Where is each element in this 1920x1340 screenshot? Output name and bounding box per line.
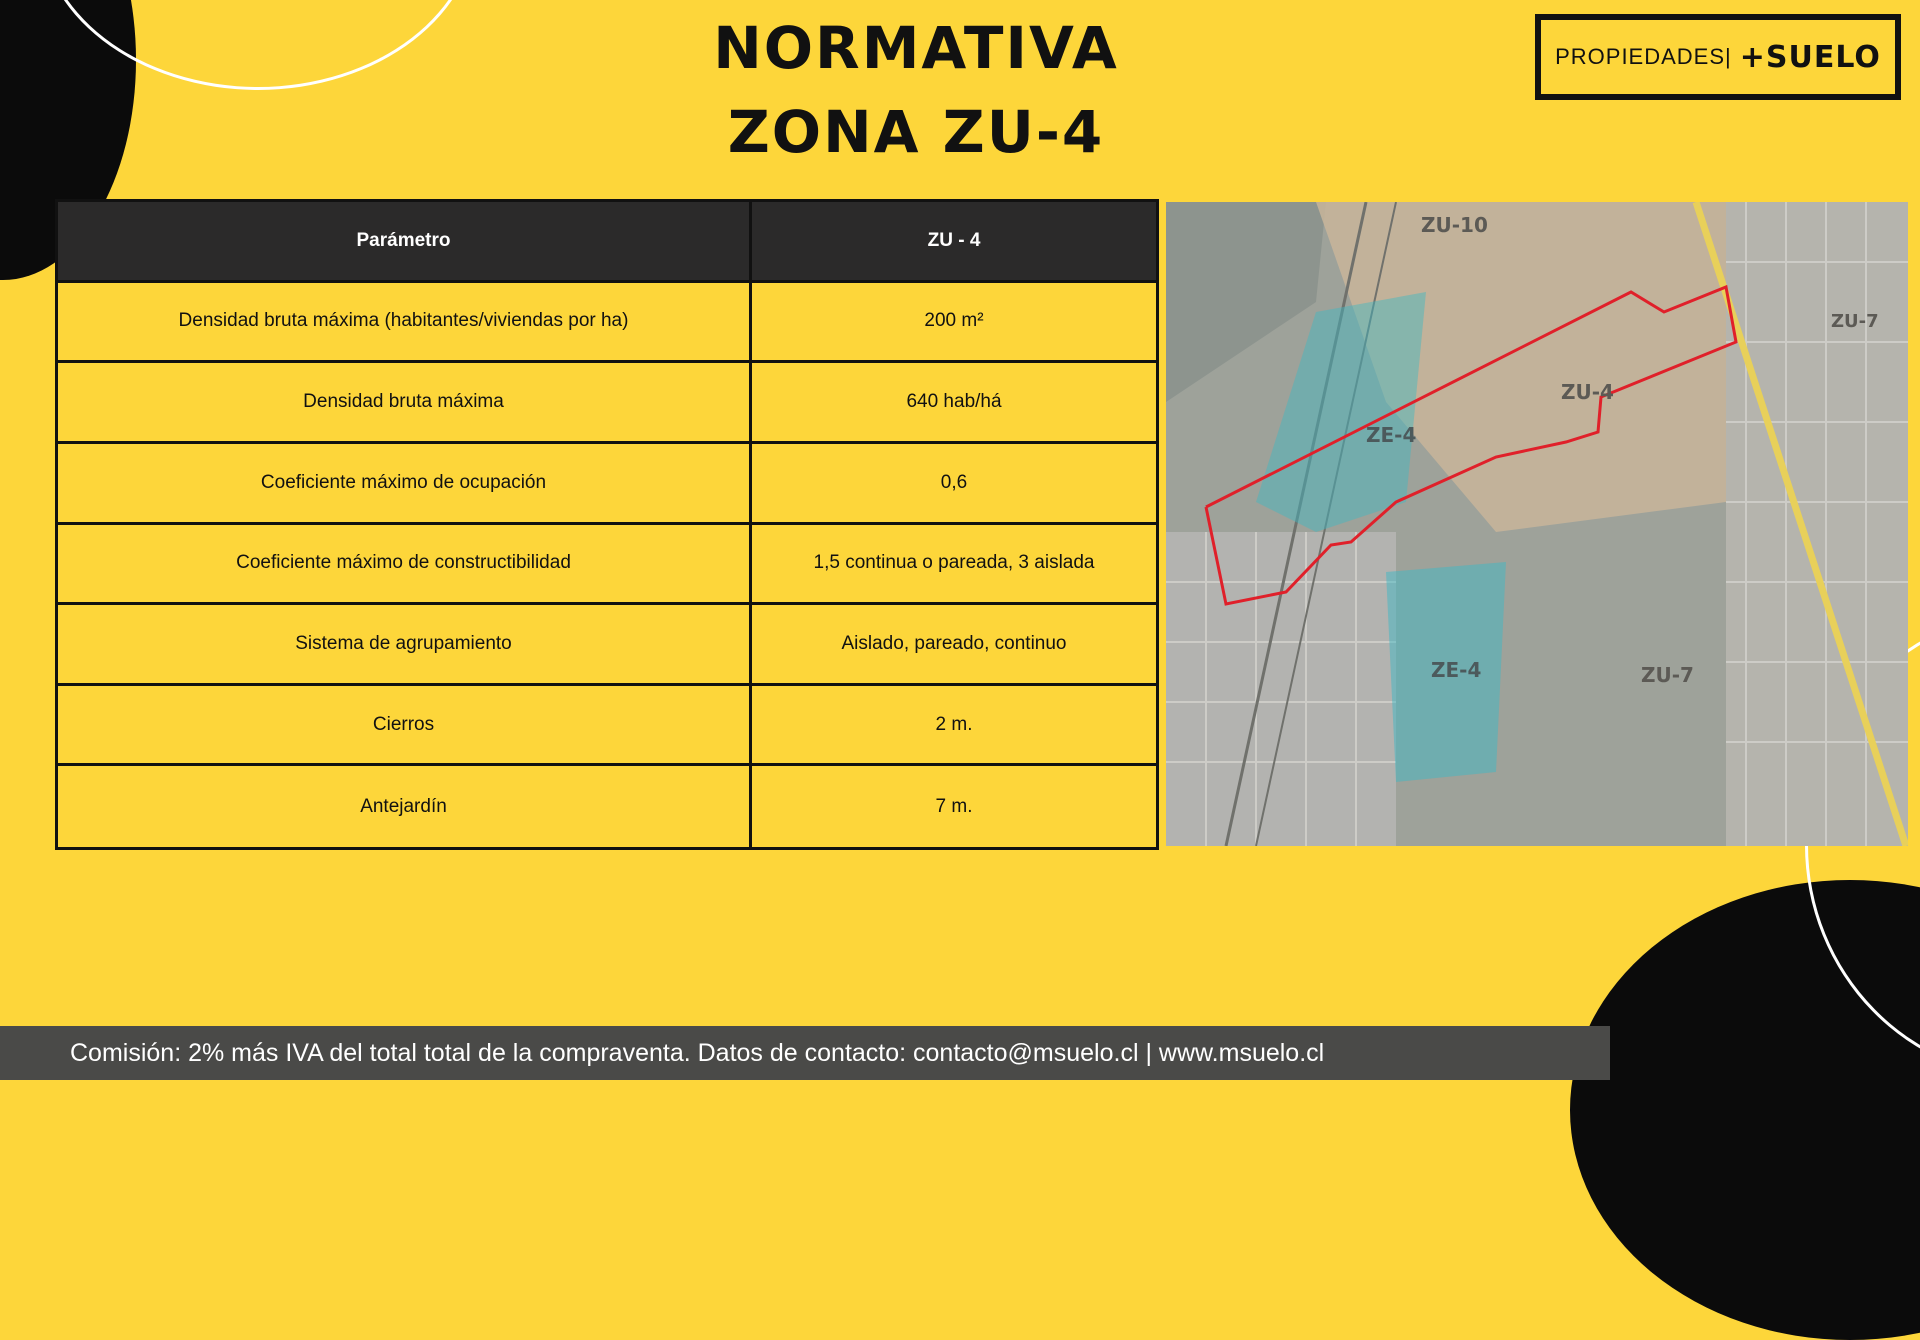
table-cell-parametro: Densidad bruta máxima (habitantes/viviendas por ha) bbox=[58, 283, 752, 364]
table-cell-parametro: Coeficiente máximo de ocupación bbox=[58, 444, 752, 525]
map-urban-area bbox=[1166, 532, 1396, 846]
logo-text-propiedades: PROPIEDADES| bbox=[1555, 44, 1732, 69]
footer-bar bbox=[0, 1026, 1610, 1080]
map-label: ZU-10 bbox=[1421, 213, 1488, 237]
table-cell-parametro: Antejardín bbox=[58, 766, 752, 847]
map-urban-area bbox=[1726, 202, 1908, 846]
table-cell-parametro: Sistema de agrupamiento bbox=[58, 605, 752, 686]
map-label: ZE-4 bbox=[1431, 658, 1482, 682]
table-cell-valor: 2 m. bbox=[752, 686, 1156, 767]
map-label: ZE-4 bbox=[1366, 423, 1417, 447]
page-title: NORMATIVA bbox=[713, 14, 1119, 82]
table-cell-valor: 1,5 continua o pareada, 3 aislada bbox=[752, 525, 1156, 606]
zoning-map bbox=[1166, 202, 1908, 846]
table-cell-valor: 0,6 bbox=[752, 444, 1156, 525]
zoning-map-graphic bbox=[1166, 202, 1908, 846]
map-label: ZU-7 bbox=[1641, 663, 1694, 687]
footer-contact-text: Comisión: 2% más IVA del total total de la compraventa. Datos de contacto: contacto@msuelo.cl | www.msuelo.cl bbox=[70, 1038, 1325, 1067]
table-cell-parametro: Densidad bruta máxima bbox=[58, 363, 752, 444]
logo-text-suelo: +SUELO bbox=[1739, 39, 1881, 75]
table-cell-valor: 200 m² bbox=[752, 283, 1156, 364]
table-header-parametro: Parámetro bbox=[58, 202, 752, 283]
table-cell-valor: 640 hab/há bbox=[752, 363, 1156, 444]
map-label: ZU-4 bbox=[1561, 380, 1614, 404]
table-cell-valor: 7 m. bbox=[935, 795, 973, 817]
table-cell-parametro: Cierros bbox=[58, 686, 752, 767]
page-subtitle: ZONA ZU-4 bbox=[727, 98, 1105, 166]
table-cell-parametro: Coeficiente máximo de constructibilidad bbox=[58, 525, 752, 606]
table-cell-valor: Aislado, pareado, continuo bbox=[752, 605, 1156, 686]
table-header-zona: ZU - 4 bbox=[752, 202, 1156, 283]
map-label: ZU-7 bbox=[1831, 311, 1879, 332]
brand-logo bbox=[1535, 14, 1901, 100]
normativa-table bbox=[55, 199, 1159, 850]
